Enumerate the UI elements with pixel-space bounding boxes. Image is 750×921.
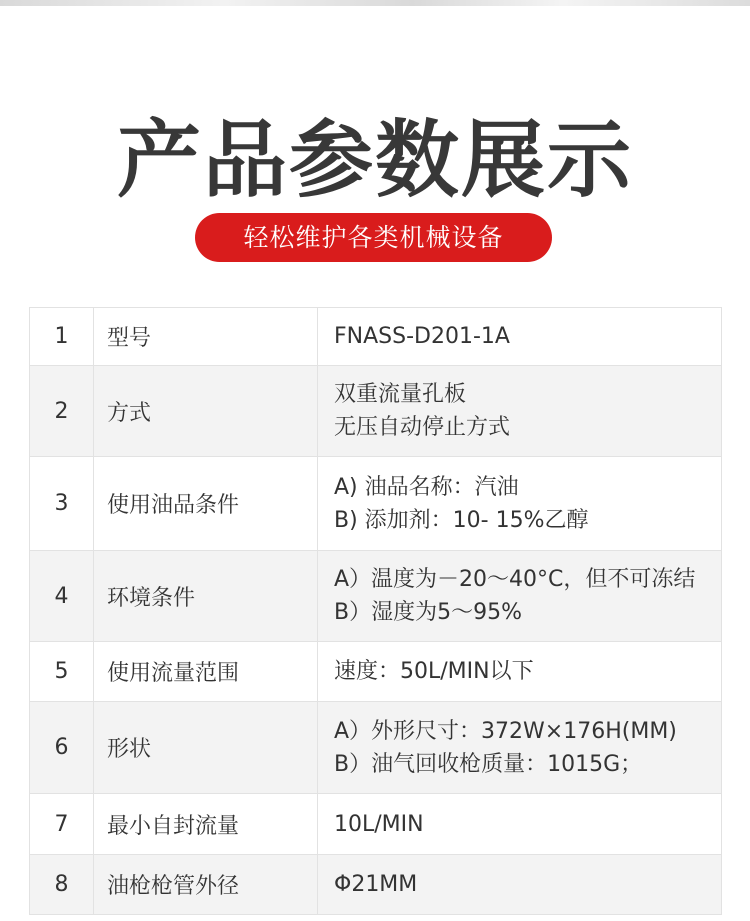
- value-line: B）湿度为5～95%: [334, 600, 522, 625]
- param-value: [318, 702, 722, 794]
- param-value: [318, 551, 722, 642]
- param-name: 油枪枪管外径: [94, 855, 318, 915]
- table-row: [30, 457, 722, 551]
- param-name: 最小自封流量: [94, 794, 318, 855]
- table-row: [30, 366, 722, 457]
- param-value: [318, 366, 722, 457]
- param-value: [318, 308, 722, 366]
- row-number: 4: [30, 551, 94, 642]
- param-name: 形状: [94, 702, 318, 794]
- value-line: B) 添加剂：10- 15%乙醇: [334, 507, 589, 533]
- value-line: A）外形尺寸：372W×176H(MM): [334, 718, 677, 744]
- table-row: [30, 642, 722, 702]
- row-number: 5: [30, 642, 94, 702]
- top-decorative-bar: [0, 0, 750, 6]
- param-name: 环境条件: [94, 551, 318, 642]
- table-row: [30, 794, 722, 855]
- value-line: 无压自动停止方式: [334, 415, 511, 440]
- param-value: [318, 457, 722, 551]
- value-line: A）温度为－20～40°C，但不可冻结: [334, 567, 696, 592]
- param-value: [318, 794, 722, 855]
- param-name: 使用流量范围: [94, 642, 318, 702]
- param-name: 方式: [94, 366, 318, 457]
- value-line: FNASS-D201-1A: [334, 324, 510, 349]
- value-line: A) 油品名称：汽油: [334, 474, 519, 500]
- param-name: 使用油品条件: [94, 457, 318, 551]
- row-number: 7: [30, 794, 94, 855]
- value-line: 双重流量孔板: [334, 382, 467, 407]
- row-number: 6: [30, 702, 94, 794]
- param-name: 型号: [94, 308, 318, 366]
- table-row: [30, 551, 722, 642]
- param-value: [318, 642, 722, 702]
- value-line: 10L/MIN: [334, 811, 424, 837]
- page-title: 产品参数展示: [116, 111, 633, 209]
- row-number: 1: [30, 308, 94, 366]
- value-line: B）油气回收枪质量：1015G；: [334, 751, 643, 777]
- table-row: [30, 308, 722, 366]
- row-number: 2: [30, 366, 94, 457]
- value-line: 速度：50L/MIN以下: [334, 659, 534, 684]
- subtitle-badge: 轻松维护各类机械设备: [195, 213, 552, 262]
- table-row: [30, 855, 722, 915]
- row-number: 8: [30, 855, 94, 915]
- spec-table: [29, 307, 722, 915]
- table-row: [30, 702, 722, 794]
- value-line: Φ21MM: [334, 872, 418, 897]
- row-number: 3: [30, 457, 94, 551]
- param-value: [318, 855, 722, 915]
